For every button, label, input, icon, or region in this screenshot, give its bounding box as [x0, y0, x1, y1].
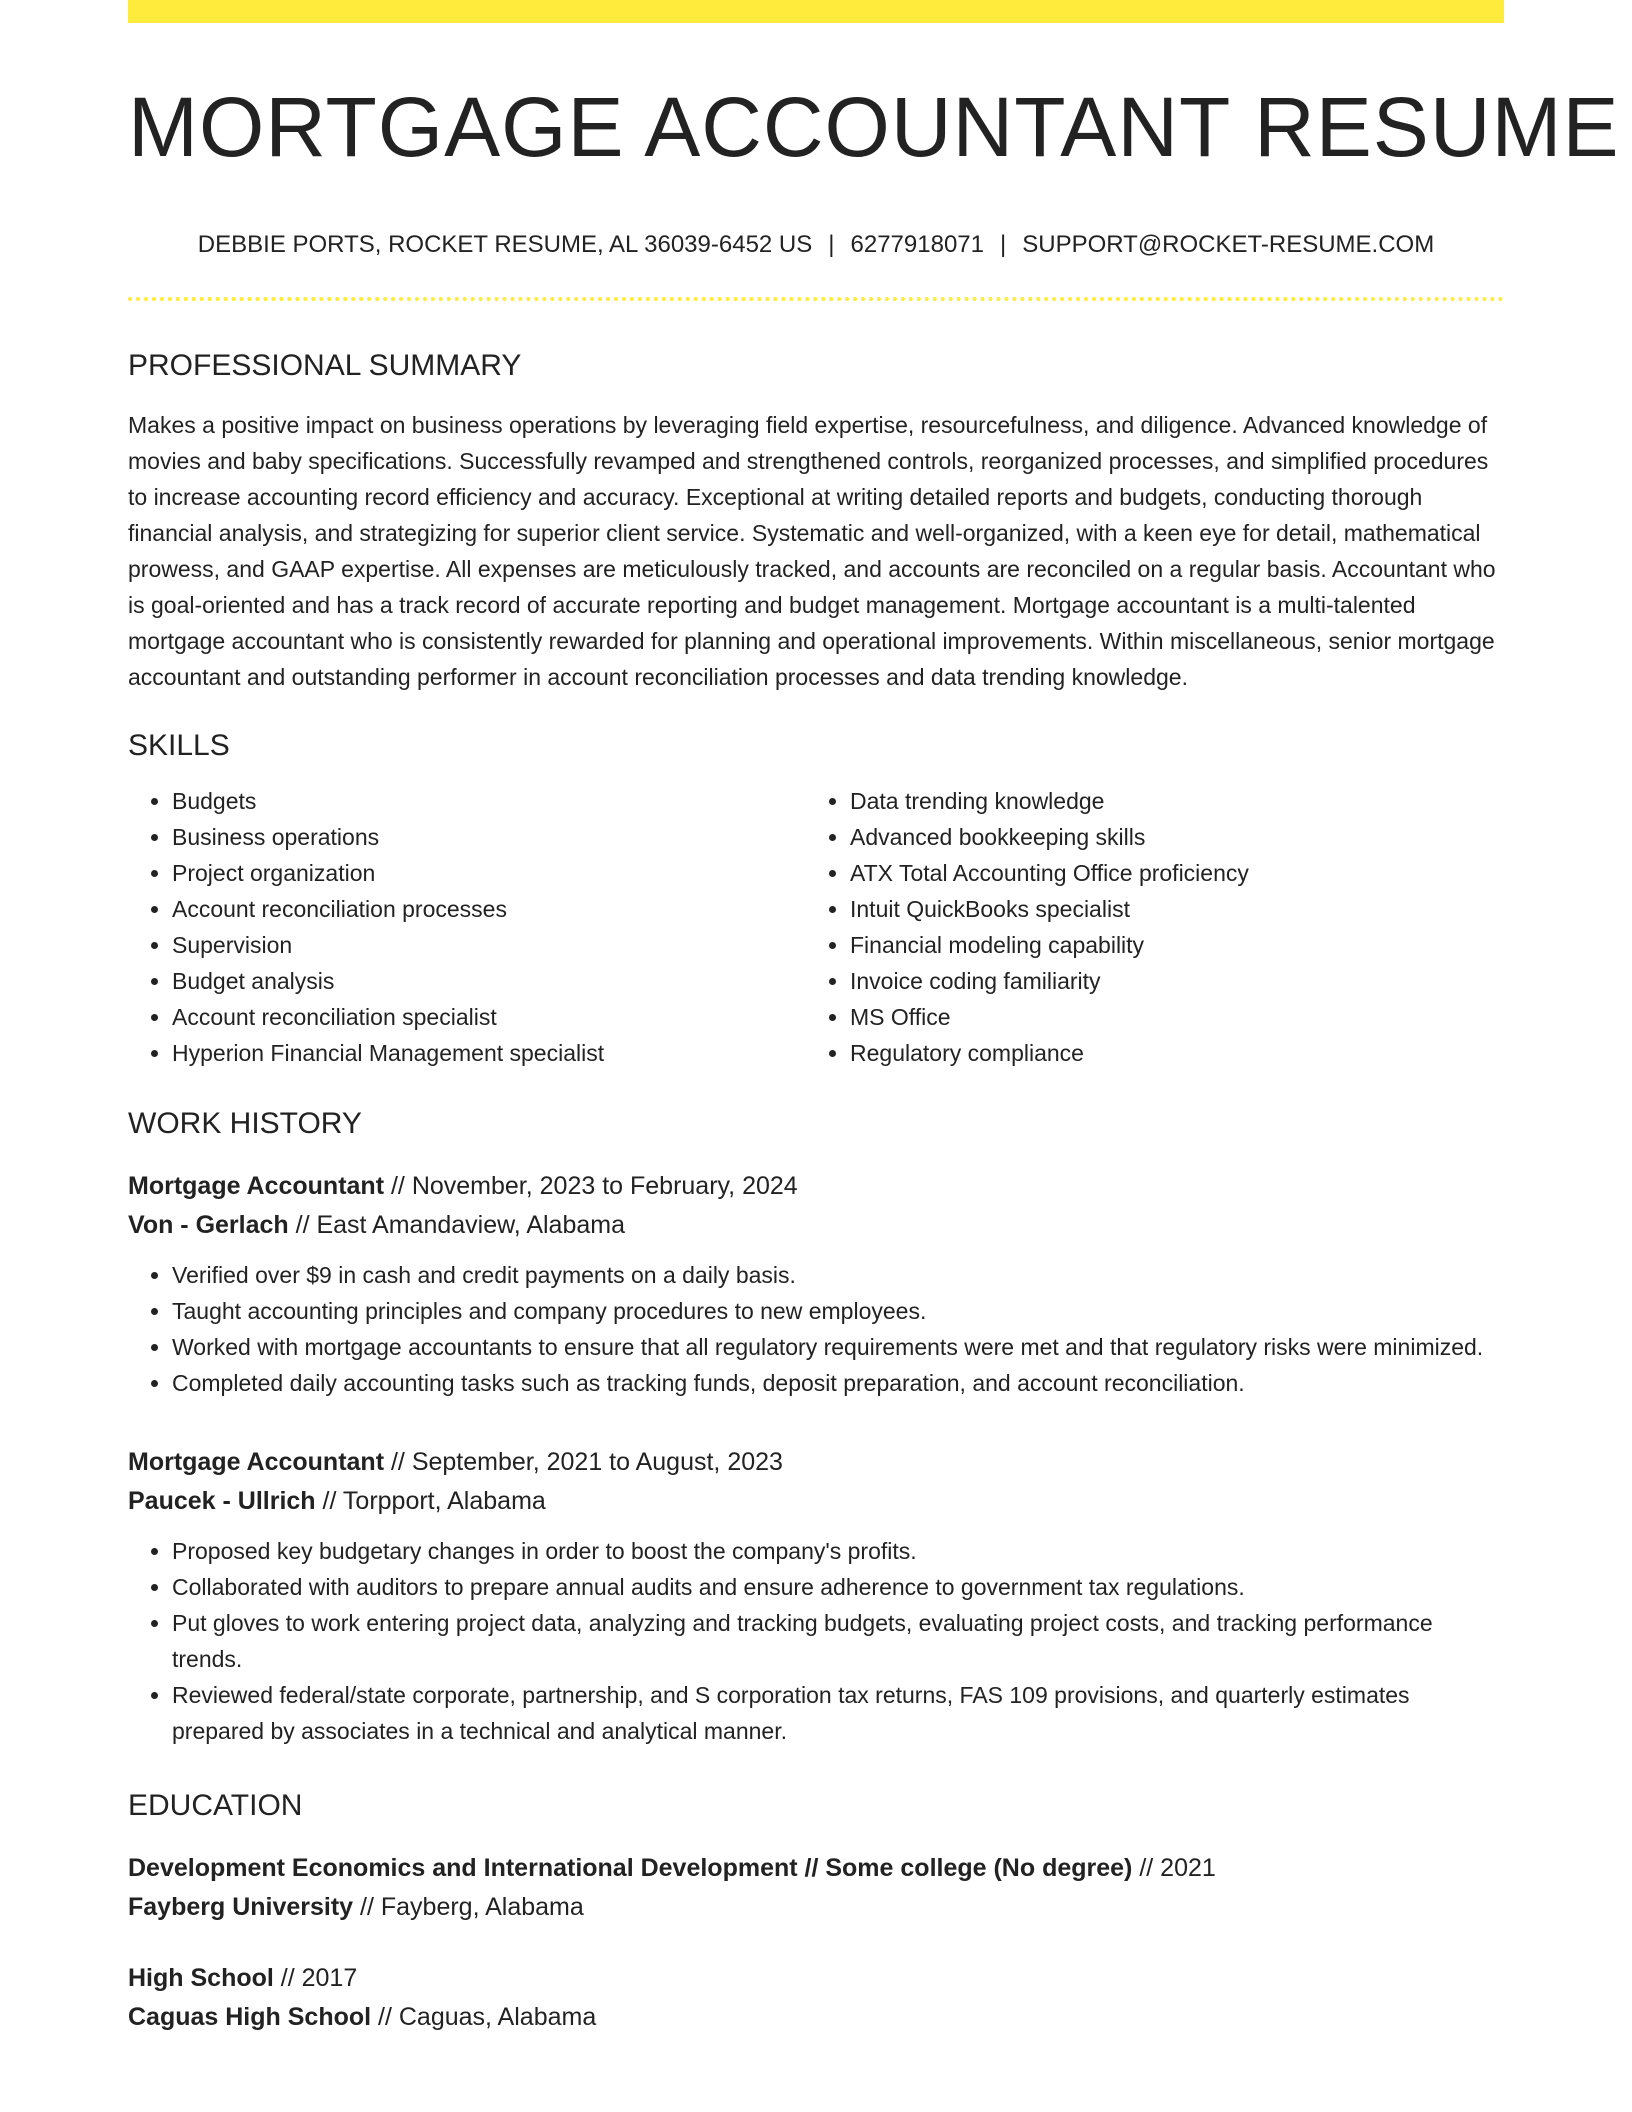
contact-line	[128, 233, 1504, 257]
skill-item: • Intuit QuickBooks specialist	[850, 891, 1484, 927]
resume-page	[128, 0, 1620, 2037]
job-bullet: • Proposed key budgetary changes in order to boost the company's profits.	[172, 1533, 1504, 1569]
education-school: Caguas High School	[128, 2003, 372, 2031]
job-company: Paucek - Ullrich	[128, 1487, 316, 1515]
education-school: Fayberg University	[128, 1893, 354, 1921]
skill-item: • Data trending knowledge	[850, 783, 1484, 819]
job-bullet: • Verified over $9 in cash and credit payments on a daily basis.	[172, 1257, 1504, 1293]
education-degree: Development Economics and International Development // Some college (No degree)	[128, 1854, 1133, 1882]
contact-phone: 6277918071	[850, 231, 984, 258]
job-bullet: • Completed daily accounting tasks such as tracking funds, deposit preparation, and account reconciliation.	[172, 1365, 1504, 1401]
education-degree-line	[128, 1959, 1504, 1998]
education-year: // 2021	[1132, 1854, 1216, 1882]
education-degree-line	[128, 1849, 1504, 1888]
skill-item: • Supervision	[172, 927, 806, 963]
job-entry	[128, 1167, 1504, 1401]
skill-item: • Hyperion Financial Management specialist	[172, 1035, 806, 1071]
education-entry	[128, 1849, 1504, 1927]
job-bullet: • Worked with mortgage accountants to ensure that all regulatory requirements were met and that regulatory risks were minimized.	[172, 1329, 1504, 1365]
skill-item: • Budget analysis	[172, 963, 806, 999]
education-year: // 2017	[273, 1964, 358, 1992]
education-degree: High School	[128, 1964, 274, 1992]
job-bullet: • Put gloves to work entering project data, analyzing and tracking budgets, evaluating project costs, and tracking performance trends.	[172, 1605, 1504, 1677]
skill-item: • Account reconciliation specialist	[172, 999, 806, 1035]
education-school-line	[128, 1998, 1504, 2037]
job-company-line	[128, 1206, 1504, 1245]
education-heading: EDUCATION	[128, 1789, 303, 1822]
job-dates: // September, 2021 to August, 2023	[384, 1448, 783, 1476]
job-bullet: • Reviewed federal/state corporate, partnership, and S corporation tax returns, FAS 109 provisions, and quarterly estimates prepared by associates in a technical and analytical manner.	[172, 1677, 1504, 1749]
skill-item: • Financial modeling capability	[850, 927, 1484, 963]
job-title: Mortgage Accountant	[128, 1172, 385, 1200]
job-entry	[128, 1443, 1504, 1749]
skills-list	[128, 783, 1504, 1071]
summary-text: Makes a positive impact on business operations by leveraging field expertise, resourcefulness, and diligence. Advanced knowledge of movies and baby specifications. Successfully revamped and strengthened controls, reorganized processes, and simplified procedures to increase accounting record efficiency and accuracy. Exceptional at writing detailed reports and budgets, conducting thorough financial analysis, and strategizing for superior client service. Systematic and well-organized, with a keen eye for detail, mathematical prowess, and GAAP expertise. All expenses are meticulously tracked, and accounts are reconciled on a regular basis. Accountant who is goal-oriented and has a track record of accurate reporting and budget management. Mortgage accountant is a multi-talented mortgage accountant who is consistently rewarded for planning and operational improvements. Within miscellaneous, senior mortgage accountant and outstanding performer in account reconciliation processes and data trending knowledge.	[128, 412, 1496, 690]
job-company-line	[128, 1482, 1504, 1521]
skills-column-right	[806, 783, 1484, 1071]
job-bullet: • Collaborated with auditors to prepare annual audits and ensure adherence to government tax regulations.	[172, 1569, 1504, 1605]
resume-title: MORTGAGE ACCOUNTANT RESUME	[128, 80, 1620, 174]
skill-item: • Regulatory compliance	[850, 1035, 1484, 1071]
job-bullet: • Taught accounting principles and company procedures to new employees.	[172, 1293, 1504, 1329]
education-school-line	[128, 1888, 1504, 1927]
job-title: Mortgage Accountant	[128, 1448, 385, 1476]
job-location: // East Amandaview, Alabama	[288, 1211, 625, 1239]
contact-address: DEBBIE PORTS, ROCKET RESUME, AL 36039-6452 US	[197, 231, 813, 258]
job-location: // Torpport, Alabama	[315, 1487, 546, 1515]
contact-email: SUPPORT@ROCKET-RESUME.COM	[1022, 231, 1435, 258]
job-company: Von - Gerlach	[128, 1211, 289, 1239]
summary-heading: PROFESSIONAL SUMMARY	[128, 349, 522, 382]
work-history-heading: WORK HISTORY	[128, 1107, 362, 1140]
contact-separator: |	[828, 231, 835, 258]
dotted-divider	[128, 297, 1504, 301]
skill-item: • ATX Total Accounting Office proficiency	[850, 855, 1484, 891]
contact-separator: |	[1000, 231, 1007, 258]
job-bullets	[128, 1533, 1504, 1749]
top-accent-bar	[128, 0, 1504, 23]
skill-item: • Invoice coding familiarity	[850, 963, 1484, 999]
skill-item: • Business operations	[172, 819, 806, 855]
job-dates: // November, 2023 to February, 2024	[384, 1172, 798, 1200]
job-title-line	[128, 1443, 1504, 1482]
skills-heading: SKILLS	[128, 729, 230, 762]
skill-item: • MS Office	[850, 999, 1484, 1035]
skill-item: • Project organization	[172, 855, 806, 891]
education-location: // Fayberg, Alabama	[353, 1893, 584, 1921]
skill-item: • Advanced bookkeeping skills	[850, 819, 1484, 855]
job-bullets	[128, 1257, 1504, 1401]
skills-column-left	[128, 783, 806, 1071]
education-location: // Caguas, Alabama	[371, 2003, 597, 2031]
job-title-line	[128, 1167, 1504, 1206]
education-entry	[128, 1959, 1504, 2037]
skill-item: • Account reconciliation processes	[172, 891, 806, 927]
skill-item: • Budgets	[172, 783, 806, 819]
